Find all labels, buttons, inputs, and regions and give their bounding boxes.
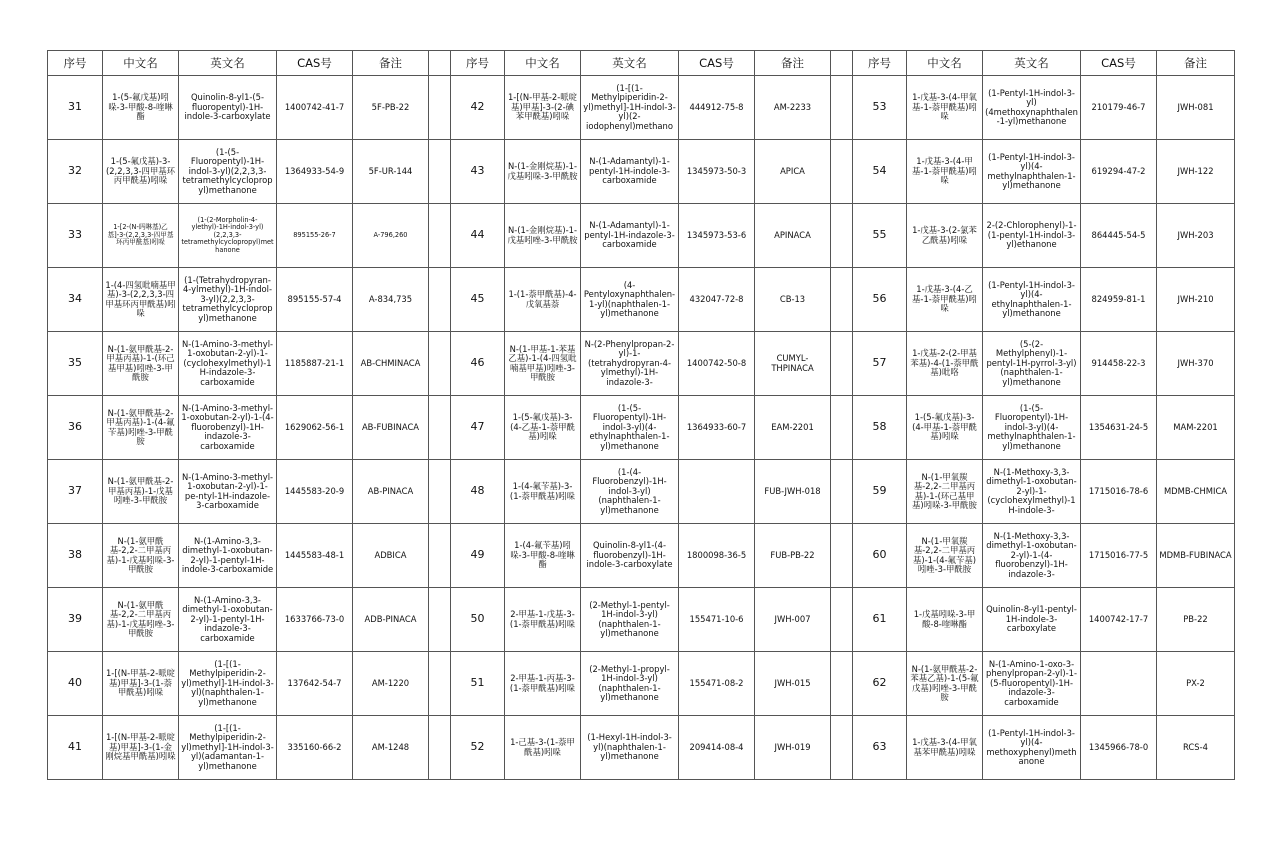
chinese-name: 1-[(N-甲基-2-哌啶基)甲基]-3-(1-萘甲酰基)吲哚 bbox=[103, 652, 179, 716]
cas-number: 1400742-17-7 bbox=[1081, 588, 1157, 652]
english-name: N-(1-Methoxy-3,3-dimethyl-1-oxobutan-2-yl)-1-(cyclohexylmethyl)-1H-indole-3- bbox=[983, 460, 1081, 524]
chinese-name: 1-(5-氟戊基)-3-(2,2,3,3-四甲基环丙甲酰基)吲哚 bbox=[103, 140, 179, 204]
english-name: Quinolin-8-yl1-(4-fluorobenzyl)-1H-indole-3-carboxylate bbox=[581, 524, 679, 588]
chinese-name: N-(1-氨甲酰基-2-苯基乙基)-1-(5-氟戊基)吲唑-3-甲酰胺 bbox=[907, 652, 983, 716]
column-gap bbox=[429, 268, 451, 332]
entry-number: 59 bbox=[853, 460, 907, 524]
entry-number: 50 bbox=[451, 588, 505, 652]
cas-number: 619294-47-2 bbox=[1081, 140, 1157, 204]
chinese-name: 1-戊基-3-(4-甲氧基-1-萘甲酰基)吲哚 bbox=[907, 76, 983, 140]
table-row bbox=[48, 588, 1235, 652]
note: AM-1248 bbox=[353, 716, 429, 780]
chinese-name: 1-戊基-2-(2-甲基苯基)-4-(1-萘甲酰基)吡咯 bbox=[907, 332, 983, 396]
header-chinese-name: 中文名 bbox=[907, 51, 983, 76]
note: JWH-122 bbox=[1157, 140, 1235, 204]
cas-number: 432047-72-8 bbox=[679, 268, 755, 332]
note: PB-22 bbox=[1157, 588, 1235, 652]
entry-number: 32 bbox=[48, 140, 103, 204]
chinese-name: 1-[(N-甲基-2-哌啶基)甲基]-3-(1-金刚烷基甲酰基)吲哚 bbox=[103, 716, 179, 780]
header-cas: CAS号 bbox=[277, 51, 353, 76]
table-row bbox=[48, 396, 1235, 460]
column-gap bbox=[831, 524, 853, 588]
column-gap bbox=[831, 140, 853, 204]
column-gap bbox=[429, 51, 451, 76]
cas-number: 1345966-78-0 bbox=[1081, 716, 1157, 780]
note: AM-1220 bbox=[353, 652, 429, 716]
note: JWH-007 bbox=[755, 588, 831, 652]
entry-number: 34 bbox=[48, 268, 103, 332]
note: MAM-2201 bbox=[1157, 396, 1235, 460]
table-row bbox=[48, 524, 1235, 588]
note: EAM-2201 bbox=[755, 396, 831, 460]
cas-number: 1445583-48-1 bbox=[277, 524, 353, 588]
entry-number: 56 bbox=[853, 268, 907, 332]
cas-number: 210179-46-7 bbox=[1081, 76, 1157, 140]
table-row bbox=[48, 716, 1235, 780]
cas-number: 1400742-50-8 bbox=[679, 332, 755, 396]
cas-number: 1800098-36-5 bbox=[679, 524, 755, 588]
english-name: (1-(4-Fluorobenzyl)-1H-indol-3-yl)(naphthalen-1-yl)methanone bbox=[581, 460, 679, 524]
chinese-name: 1-(4-四氢吡喃基甲基)-3-(2,2,3,3-四甲基环丙甲酰基)吲哚 bbox=[103, 268, 179, 332]
english-name: (1-Pentyl-1H-indol-3-yl)(4methoxynaphthalen-1-yl)methanone bbox=[983, 76, 1081, 140]
english-name: N-(1-Amino-3,3-dimethyl-1-oxobutan-2-yl)-1-pentyl-1H-indole-3-carboxamide bbox=[179, 524, 277, 588]
cas-number: 1400742-41-7 bbox=[277, 76, 353, 140]
english-name: (1-[(1-Methylpiperidin-2-yl)methyl]-1H-indol-3-yl)(adamantan-1-yl)methanone bbox=[179, 716, 277, 780]
english-name: Quinolin-8-yl1-(5-fluoropentyl)-1H-indole-3-carboxylate bbox=[179, 76, 277, 140]
column-gap bbox=[429, 140, 451, 204]
column-gap bbox=[429, 204, 451, 268]
column-gap bbox=[831, 396, 853, 460]
entry-number: 52 bbox=[451, 716, 505, 780]
english-name: (1-(5-Fluoropentyl)-1H-indol-3-yl)(2,2,3,3-tetramethylcyclopropyl)methanone bbox=[179, 140, 277, 204]
chinese-name: N-(1-金刚烷基)-1-戊基吲唑-3-甲酰胺 bbox=[505, 204, 581, 268]
table-row bbox=[48, 76, 1235, 140]
note: CB-13 bbox=[755, 268, 831, 332]
note: AB-FUBINACA bbox=[353, 396, 429, 460]
cas-number bbox=[679, 460, 755, 524]
chinese-name: N-(1-氨甲酰基-2,2-二甲基丙基)-1-戊基吲哚-3-甲酰胺 bbox=[103, 524, 179, 588]
english-name: Quinolin-8-yl1-pentyl-1H-indole-3-carboxylate bbox=[983, 588, 1081, 652]
column-gap bbox=[831, 588, 853, 652]
header-cas: CAS号 bbox=[679, 51, 755, 76]
entry-number: 58 bbox=[853, 396, 907, 460]
column-gap bbox=[429, 652, 451, 716]
english-name: (1-Pentyl-1H-indol-3-yl)(4-methoxyphenyl)methanone bbox=[983, 716, 1081, 780]
english-name: N-(1-Amino-3-methyl-1-oxobutan-2-yl)-1-pe-ntyl-1H-indazole-3-carboxamide bbox=[179, 460, 277, 524]
column-gap bbox=[831, 716, 853, 780]
english-name: (5-(2-Methylphenyl)-1-pentyl-1H-pyrrol-3-yl)(naphthalen-1-yl)methanone bbox=[983, 332, 1081, 396]
header-note: 备注 bbox=[1157, 51, 1235, 76]
english-name: (1-Hexyl-1H-indol-3-yl)(naphthalen-1-yl)methanone bbox=[581, 716, 679, 780]
column-gap bbox=[429, 716, 451, 780]
entry-number: 57 bbox=[853, 332, 907, 396]
column-gap bbox=[831, 460, 853, 524]
chinese-name: 1-戊基-3-(4-甲氧基苯甲酰基)吲哚 bbox=[907, 716, 983, 780]
cas-number: 1345973-53-6 bbox=[679, 204, 755, 268]
cas-number: 895155-57-4 bbox=[277, 268, 353, 332]
english-name: N-(1-Amino-3-methyl-1-oxobutan-2-yl)-1-(cyclohexylmethyl)-1H-indazole-3-carboxamide bbox=[179, 332, 277, 396]
note: JWH-019 bbox=[755, 716, 831, 780]
entry-number: 31 bbox=[48, 76, 103, 140]
note: ADBICA bbox=[353, 524, 429, 588]
note: JWH-015 bbox=[755, 652, 831, 716]
header-cas: CAS号 bbox=[1081, 51, 1157, 76]
header-english-name: 英文名 bbox=[983, 51, 1081, 76]
english-name: (1-[(1-Methylpiperidin-2-yl)methyl]-1H-indol-3-yl)(naphthalen-1-yl)methanone bbox=[179, 652, 277, 716]
english-name: N-(2-Phenylpropan-2-yl)-1-(tetrahydropyran-4-ylmethyl)-1H-indazole-3- bbox=[581, 332, 679, 396]
english-name: N-(1-Methoxy-3,3-dimethyl-1-oxobutan-2-yl)-1-(4-fluorobenzyl)-1H-indazole-3- bbox=[983, 524, 1081, 588]
chinese-name: 1-戊基-3-(2-氯苯乙酰基)吲哚 bbox=[907, 204, 983, 268]
english-name: N-(1-Amino-3-methyl-1-oxobutan-2-yl)-1-(4-fluorobenzyl)-1H-indazole-3-carboxamide bbox=[179, 396, 277, 460]
note: 5F-PB-22 bbox=[353, 76, 429, 140]
english-name: N-(1-Adamantyl)-1-pentyl-1H-indazole-3-carboxamide bbox=[581, 204, 679, 268]
note: A-796,260 bbox=[353, 204, 429, 268]
table-row bbox=[48, 332, 1235, 396]
english-name: N-(1-Amino-3,3-dimethyl-1-oxobutan-2-yl)-1-pentyl-1H-indazole-3-carboxamide bbox=[179, 588, 277, 652]
note: MDMB-CHMICA bbox=[1157, 460, 1235, 524]
note: FUB-PB-22 bbox=[755, 524, 831, 588]
entry-number: 63 bbox=[853, 716, 907, 780]
entry-number: 42 bbox=[451, 76, 505, 140]
entry-number: 33 bbox=[48, 204, 103, 268]
cas-number: 1715016-78-6 bbox=[1081, 460, 1157, 524]
note: PX-2 bbox=[1157, 652, 1235, 716]
chinese-name: 1-(5-氟戊基)-3-(4-乙基-1-萘甲酰基)吲哚 bbox=[505, 396, 581, 460]
note: AB-CHMINACA bbox=[353, 332, 429, 396]
entry-number: 41 bbox=[48, 716, 103, 780]
note: 5F-UR-144 bbox=[353, 140, 429, 204]
note: AB-PINACA bbox=[353, 460, 429, 524]
entry-number: 45 bbox=[451, 268, 505, 332]
chinese-name: 1-(1-萘甲酰基)-4-戊氧基萘 bbox=[505, 268, 581, 332]
header-english-name: 英文名 bbox=[581, 51, 679, 76]
table-row bbox=[48, 460, 1235, 524]
chinese-name: 1-[(N-甲基-2-哌啶基)甲基]-3-(2-碘苯甲酰基)吲哚 bbox=[505, 76, 581, 140]
cas-number: 155471-10-6 bbox=[679, 588, 755, 652]
column-gap bbox=[429, 460, 451, 524]
cas-number: 914458-22-3 bbox=[1081, 332, 1157, 396]
table-row bbox=[48, 652, 1235, 716]
cas-number: 137642-54-7 bbox=[277, 652, 353, 716]
cas-number: 1715016-77-5 bbox=[1081, 524, 1157, 588]
table-header-row bbox=[48, 51, 1235, 76]
cas-number: 155471-08-2 bbox=[679, 652, 755, 716]
column-gap bbox=[831, 652, 853, 716]
entry-number: 51 bbox=[451, 652, 505, 716]
entry-number: 38 bbox=[48, 524, 103, 588]
english-name: N-(1-Amino-1-oxo-3-phenylpropan-2-yl)-1-(5-fluoropentyl)-1H-indazole-3-carboxamide bbox=[983, 652, 1081, 716]
header-note: 备注 bbox=[353, 51, 429, 76]
chinese-name: N-(1-甲氧羰基-2,2-二甲基丙基)-1-(环己基甲基)吲哚-3-甲酰胺 bbox=[907, 460, 983, 524]
entry-number: 62 bbox=[853, 652, 907, 716]
chinese-name: N-(1-氨甲酰基-2-甲基丙基)-1-(环己基甲基)吲唑-3-甲酰胺 bbox=[103, 332, 179, 396]
column-gap bbox=[429, 396, 451, 460]
note: APICA bbox=[755, 140, 831, 204]
entry-number: 54 bbox=[853, 140, 907, 204]
note: JWH-370 bbox=[1157, 332, 1235, 396]
chinese-name: 1-(5-氟戊基)吲哚-3-甲酸-8-喹啉酯 bbox=[103, 76, 179, 140]
column-gap bbox=[429, 76, 451, 140]
chinese-name: 1-戊基-3-(4-乙基-1-萘甲酰基)吲哚 bbox=[907, 268, 983, 332]
note: JWH-210 bbox=[1157, 268, 1235, 332]
chinese-name: N-(1-氨甲酰基-2-甲基丙基)-1-戊基吲唑-3-甲酰胺 bbox=[103, 460, 179, 524]
entry-number: 40 bbox=[48, 652, 103, 716]
cas-number: 209414-08-4 bbox=[679, 716, 755, 780]
table-body bbox=[48, 76, 1235, 780]
cas-number: 1364933-54-9 bbox=[277, 140, 353, 204]
entry-number: 39 bbox=[48, 588, 103, 652]
column-gap bbox=[831, 204, 853, 268]
english-name: (1-(5-Fluoropentyl)-1H-indol-3-yl)(4-methylnaphthalen-1-yl)methanone bbox=[983, 396, 1081, 460]
column-gap bbox=[429, 588, 451, 652]
note: CUMYL-THPINACA bbox=[755, 332, 831, 396]
cas-number: 444912-75-8 bbox=[679, 76, 755, 140]
header-english-name: 英文名 bbox=[179, 51, 277, 76]
entry-number: 37 bbox=[48, 460, 103, 524]
note: APINACA bbox=[755, 204, 831, 268]
column-gap bbox=[831, 51, 853, 76]
chinese-name: N-(1-甲氧羰基-2,2-二甲基丙基)-1-(4-氟苄基)吲唑-3-甲酰胺 bbox=[907, 524, 983, 588]
cas-number: 864445-54-5 bbox=[1081, 204, 1157, 268]
entry-number: 47 bbox=[451, 396, 505, 460]
header-no: 序号 bbox=[48, 51, 103, 76]
english-name: 2-(2-Chlorophenyl)-1-(1-pentyl-1H-indol-3-yl)ethanone bbox=[983, 204, 1081, 268]
cas-number: 824959-81-1 bbox=[1081, 268, 1157, 332]
column-gap bbox=[429, 332, 451, 396]
cas-number: 1345973-50-3 bbox=[679, 140, 755, 204]
header-no: 序号 bbox=[451, 51, 505, 76]
cas-number: 1185887-21-1 bbox=[277, 332, 353, 396]
note: AM-2233 bbox=[755, 76, 831, 140]
entry-number: 53 bbox=[853, 76, 907, 140]
header-no: 序号 bbox=[853, 51, 907, 76]
note: JWH-203 bbox=[1157, 204, 1235, 268]
chinese-name: 1-(4-氟苄基)吲哚-3-甲酸-8-喹啉酯 bbox=[505, 524, 581, 588]
english-name: (4-Pentyloxynaphthalen-1-yl)(naphthalen-1-yl)methanone bbox=[581, 268, 679, 332]
english-name: (1-(2-Morpholin-4-ylethyl)-1H-indol-3-yl)(2,2,3,3-tetramethylcyclopropyl)methanone bbox=[179, 204, 277, 268]
chinese-name: N-(1-甲基-1-苯基乙基)-1-(4-四氢吡喃基甲基)吲唑-3-甲酰胺 bbox=[505, 332, 581, 396]
note: A-834,735 bbox=[353, 268, 429, 332]
cas-number: 1354631-24-5 bbox=[1081, 396, 1157, 460]
entry-number: 44 bbox=[451, 204, 505, 268]
chinese-name: 1-(4-氟苄基)-3-(1-萘甲酰基)吲哚 bbox=[505, 460, 581, 524]
english-name: (1-[(1-Methylpiperidin-2-yl)methyl]-1H-indol-3-yl)(2-iodophenyl)methano bbox=[581, 76, 679, 140]
header-chinese-name: 中文名 bbox=[103, 51, 179, 76]
cas-number: 1364933-60-7 bbox=[679, 396, 755, 460]
chinese-name: 1-己基-3-(1-萘甲酰基)吲哚 bbox=[505, 716, 581, 780]
english-name: (1-(Tetrahydropyran-4-ylmethyl)-1H-indol-3-yl)(2,2,3,3-tetramethylcyclopropyl)methanone bbox=[179, 268, 277, 332]
column-gap bbox=[831, 332, 853, 396]
column-gap bbox=[831, 268, 853, 332]
table-row bbox=[48, 140, 1235, 204]
english-name: (1-Pentyl-1H-indol-3-yl)(4-methylnaphthalen-1-yl)methanone bbox=[983, 140, 1081, 204]
note: ADB-PINACA bbox=[353, 588, 429, 652]
note: FUB-JWH-018 bbox=[755, 460, 831, 524]
cas-number: 335160-66-2 bbox=[277, 716, 353, 780]
chinese-name: N-(1-金刚烷基)-1-戊基吲哚-3-甲酰胺 bbox=[505, 140, 581, 204]
cas-number: 1445583-20-9 bbox=[277, 460, 353, 524]
english-name: (1-(5-Fluoropentyl)-1H-indol-3-yl)(4-ethylnaphthalen-1-yl)methanone bbox=[581, 396, 679, 460]
english-name: (1-Pentyl-1H-indol-3-yl)(4-ethylnaphthalen-1-yl)methanone bbox=[983, 268, 1081, 332]
chinese-name: 2-甲基-1-戊基-3-(1-萘甲酰基)吲哚 bbox=[505, 588, 581, 652]
header-note: 备注 bbox=[755, 51, 831, 76]
entry-number: 60 bbox=[853, 524, 907, 588]
chinese-name: 2-甲基-1-丙基-3-(1-萘甲酰基)吲哚 bbox=[505, 652, 581, 716]
cas-number: 895155-26-7 bbox=[277, 204, 353, 268]
note: JWH-081 bbox=[1157, 76, 1235, 140]
english-name: (2-Methyl-1-pentyl-1H-indol-3-yl)(naphthalen-1-yl)methanone bbox=[581, 588, 679, 652]
substance-table bbox=[47, 50, 1235, 780]
column-gap bbox=[831, 76, 853, 140]
entry-number: 61 bbox=[853, 588, 907, 652]
entry-number: 35 bbox=[48, 332, 103, 396]
table-row bbox=[48, 268, 1235, 332]
note: MDMB-FUBINACA bbox=[1157, 524, 1235, 588]
header-chinese-name: 中文名 bbox=[505, 51, 581, 76]
entry-number: 43 bbox=[451, 140, 505, 204]
entry-number: 46 bbox=[451, 332, 505, 396]
chinese-name: 1-戊基吲哚-3-甲酸-8-喹啉酯 bbox=[907, 588, 983, 652]
cas-number: 1633766-73-0 bbox=[277, 588, 353, 652]
english-name: N-(1-Adamantyl)-1-pentyl-1H-indole-3-carboxamide bbox=[581, 140, 679, 204]
chinese-name: 1-(5-氟戊基)-3-(4-甲基-1-萘甲酰基)吲哚 bbox=[907, 396, 983, 460]
entry-number: 48 bbox=[451, 460, 505, 524]
entry-number: 49 bbox=[451, 524, 505, 588]
chinese-name: 1-[2-(N-吗啉基)乙基]-3-(2,2,3,3-四甲基环丙甲酰基)吲哚 bbox=[103, 204, 179, 268]
entry-number: 36 bbox=[48, 396, 103, 460]
column-gap bbox=[429, 524, 451, 588]
table-row bbox=[48, 204, 1235, 268]
english-name: (2-Methyl-1-propyl-1H-indol-3-yl)(naphthalen-1-yl)methanone bbox=[581, 652, 679, 716]
cas-number bbox=[1081, 652, 1157, 716]
chinese-name: N-(1-氨甲酰基-2-甲基丙基)-1-(4-氟苄基)吲唑-3-甲酰胺 bbox=[103, 396, 179, 460]
entry-number: 55 bbox=[853, 204, 907, 268]
chinese-name: N-(1-氨甲酰基-2,2-二甲基丙基)-1-戊基吲唑-3-甲酰胺 bbox=[103, 588, 179, 652]
cas-number: 1629062-56-1 bbox=[277, 396, 353, 460]
note: RCS-4 bbox=[1157, 716, 1235, 780]
chinese-name: 1-戊基-3-(4-甲基-1-萘甲酰基)吲哚 bbox=[907, 140, 983, 204]
document-page bbox=[47, 50, 1234, 777]
